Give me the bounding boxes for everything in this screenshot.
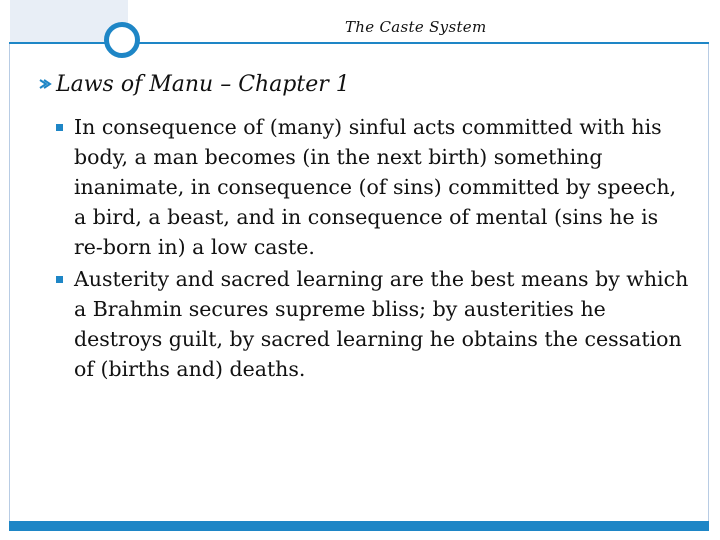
list-item-text: In consequence of (many) sinful acts committed with his body, a man becomes (in the next birth) something inanimate, in consequence (of sins) committed by speech, a bird, a beast, and in consequence of mental (sins he is re-born in) a low caste.	[74, 115, 677, 259]
square-bullet-icon	[56, 276, 63, 283]
list-item	[50, 112, 690, 262]
section-heading-text: Laws of Manu – Chapter 1	[56, 72, 350, 97]
bullet-list	[50, 112, 690, 386]
decorative-ring-icon	[104, 22, 140, 58]
section-heading	[38, 72, 350, 97]
list-item	[50, 264, 690, 384]
square-bullet-icon	[56, 124, 63, 131]
heading-bullet-icon	[38, 72, 52, 97]
footer-rule	[9, 521, 709, 531]
list-item-text: Austerity and sacred learning are the best means by which a Brahmin secures supreme bliss; by austerities he destroys guilt, by sacred learning he obtains the cessation of (births and) deaths.	[74, 267, 689, 381]
slide-header-title: The Caste System	[345, 18, 487, 36]
